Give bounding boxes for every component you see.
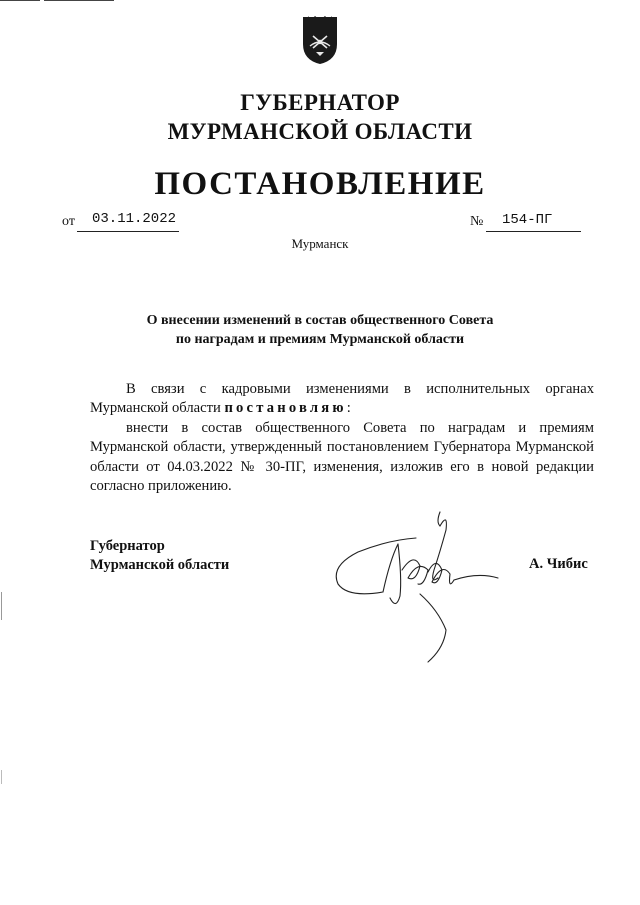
scan-margin-mark xyxy=(1,592,2,620)
body-text: В связи с кадровыми изменениями в исполнительных органах Мурманской области xyxy=(90,381,594,417)
decree-keyword: постановляю xyxy=(224,400,347,417)
signatory-name: А. Чибис xyxy=(529,556,588,572)
signatory-title-line-2: Мурманской области xyxy=(90,557,230,573)
number-prefix: № xyxy=(470,214,484,229)
coat-of-arms-emblem-icon xyxy=(299,14,341,66)
issuer-line-2: МУРМАНСКОЙ ОБЛАСТИ xyxy=(167,119,473,144)
signatory-title-line-1: Губернатор xyxy=(90,538,165,554)
date-prefix: от xyxy=(62,214,75,229)
document-number: 154-ПГ xyxy=(502,212,553,228)
subject-line-1: О внесении изменений в состав общественного Совета xyxy=(146,313,494,328)
issuer-line-1: ГУБЕРНАТОР xyxy=(240,90,400,115)
document-date: 03.11.2022 xyxy=(92,211,177,227)
signatory-title xyxy=(90,537,229,575)
date-underline xyxy=(77,231,179,232)
body-text: : xyxy=(346,400,351,417)
body-paragraph-1 xyxy=(90,380,594,419)
issuer-title xyxy=(0,88,640,146)
document-subject xyxy=(0,311,640,349)
body-paragraph-2: внести в состав общественного Совета по наградам и премиям Мурманской области, утвержденный постановлением Губернатора Мурманской области от 04.03.2022 № 30-ПГ, изменения, изложив его в новой редакции согласно приложению. xyxy=(90,420,594,495)
scan-margin-mark xyxy=(1,770,2,784)
number-underline xyxy=(486,231,581,232)
document-type-title: ПОСТАНОВЛЕНИЕ xyxy=(154,166,486,202)
handwritten-signature-icon xyxy=(328,500,508,670)
issue-city: Мурманск xyxy=(291,236,349,251)
scan-edge-line xyxy=(44,0,114,1)
subject-line-2: по наградам и премиям Мурманской области xyxy=(175,332,465,347)
scan-edge-line xyxy=(0,0,40,1)
